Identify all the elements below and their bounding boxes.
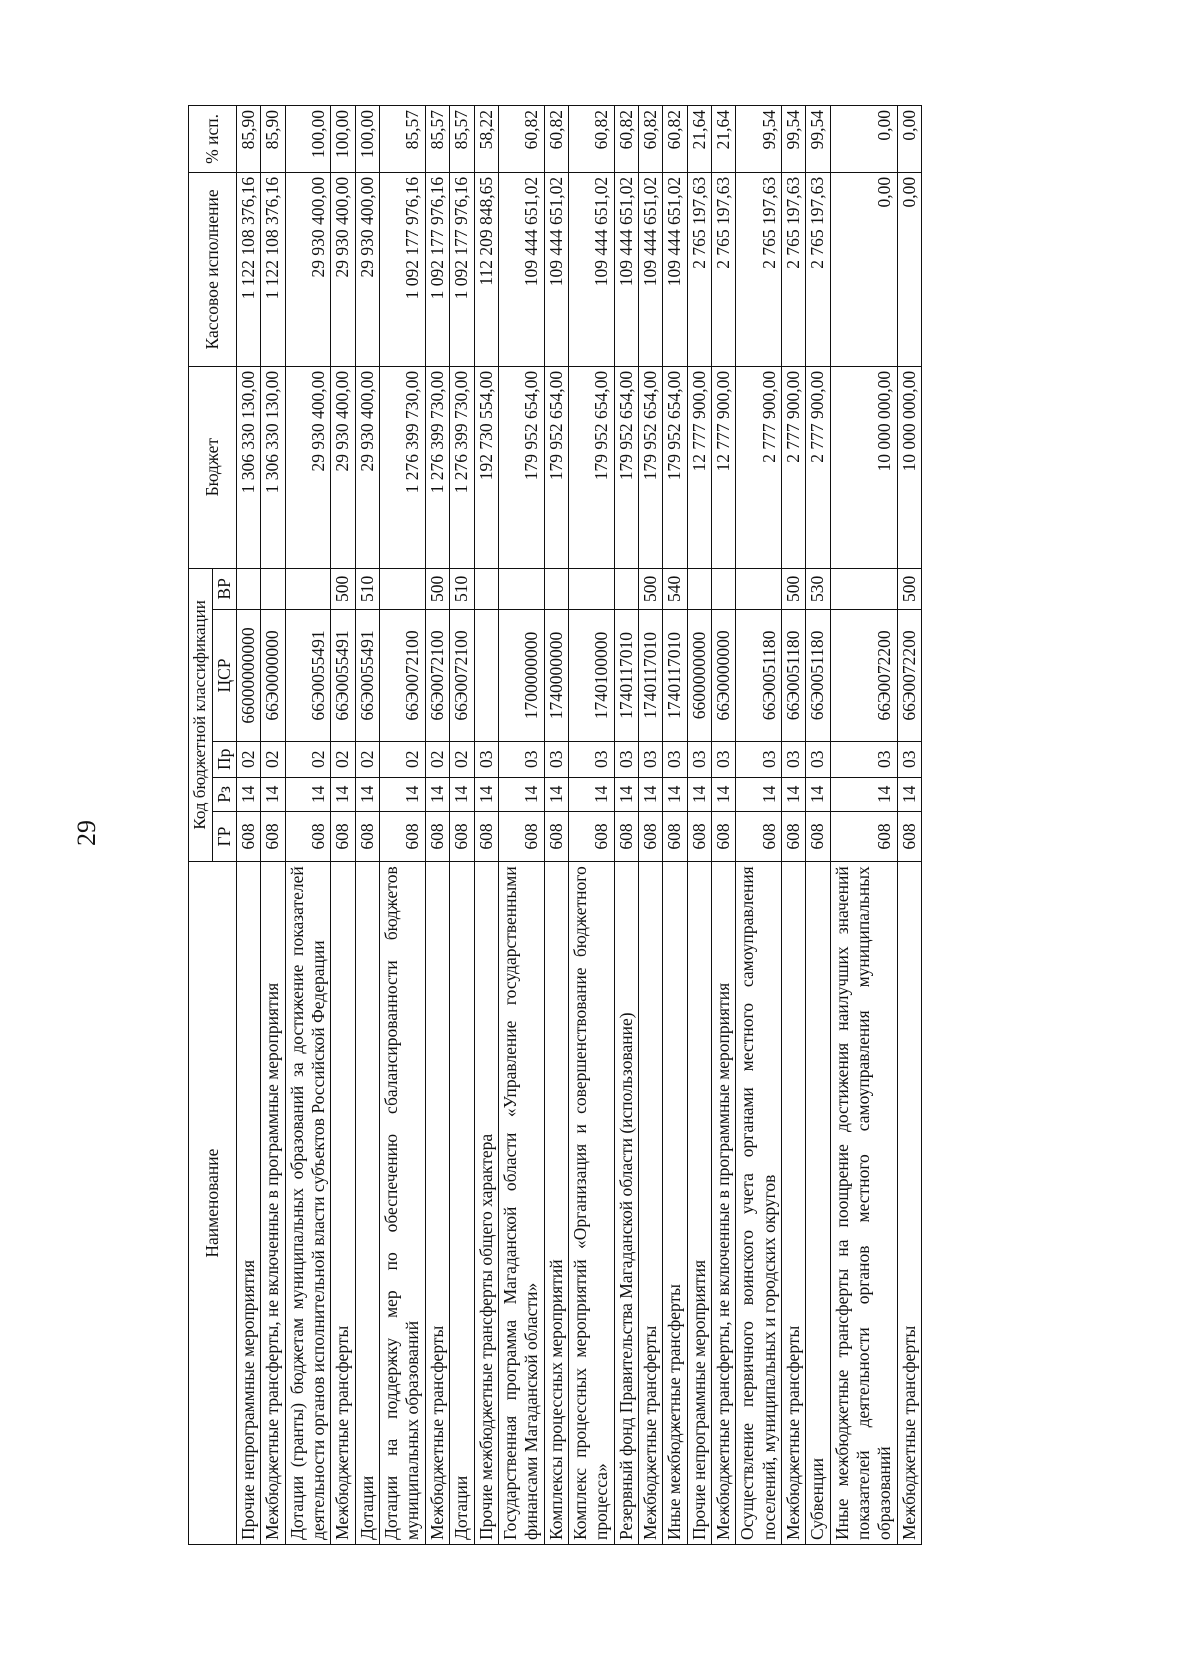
row-cash: 0,00 bbox=[897, 172, 921, 366]
row-pct: 100,00 bbox=[331, 106, 355, 173]
row-pr: 02 bbox=[425, 741, 449, 777]
row-csr: 66Э0051180 bbox=[781, 610, 805, 742]
row-gr: 608 bbox=[380, 811, 426, 861]
row-cash: 109 444 651,02 bbox=[638, 172, 662, 366]
row-gr: 608 bbox=[736, 811, 782, 861]
row-name: Прочие непрограммные мероприятия bbox=[237, 862, 261, 1545]
row-csr: 66Э0051180 bbox=[736, 610, 782, 742]
row-pr: 03 bbox=[498, 741, 544, 777]
row-budget: 179 952 654,00 bbox=[544, 366, 568, 568]
row-vr: 500 bbox=[781, 568, 805, 610]
row-rz: 14 bbox=[711, 777, 735, 811]
row-budget: 192 730 554,00 bbox=[474, 366, 498, 568]
row-cash: 109 444 651,02 bbox=[614, 172, 638, 366]
row-rz: 14 bbox=[285, 777, 331, 811]
row-gr: 608 bbox=[806, 811, 830, 861]
row-cash: 2 765 197,63 bbox=[736, 172, 782, 366]
row-vr bbox=[614, 568, 638, 610]
row-budget: 1 276 399 730,00 bbox=[425, 366, 449, 568]
row-cash: 0,00 bbox=[830, 172, 897, 366]
header-cash: Кассовое исполнение bbox=[189, 172, 237, 366]
row-csr: 1740117010 bbox=[663, 610, 687, 742]
row-vr: 500 bbox=[331, 568, 355, 610]
row-rz: 14 bbox=[498, 777, 544, 811]
row-csr: 66000000000 bbox=[237, 610, 261, 742]
row-name: Прочие межбюджетные трансферты общего характера bbox=[474, 862, 498, 1545]
row-csr: 66Э0072200 bbox=[897, 610, 921, 742]
table-row bbox=[614, 106, 638, 1545]
row-pct: 60,82 bbox=[614, 106, 638, 173]
row-cash: 109 444 651,02 bbox=[544, 172, 568, 366]
row-pct: 60,82 bbox=[663, 106, 687, 173]
row-gr: 608 bbox=[830, 811, 897, 861]
row-pr: 02 bbox=[380, 741, 426, 777]
row-gr: 608 bbox=[711, 811, 735, 861]
row-rz: 14 bbox=[544, 777, 568, 811]
row-rz: 14 bbox=[568, 777, 614, 811]
row-pct: 99,54 bbox=[736, 106, 782, 173]
row-pct: 21,64 bbox=[687, 106, 711, 173]
row-budget: 1 276 399 730,00 bbox=[380, 366, 426, 568]
row-gr: 608 bbox=[285, 811, 331, 861]
row-pr: 03 bbox=[614, 741, 638, 777]
row-name: Прочие непрограммные мероприятия bbox=[687, 862, 711, 1545]
row-rz: 14 bbox=[450, 777, 474, 811]
row-rz: 14 bbox=[380, 777, 426, 811]
row-gr: 608 bbox=[261, 811, 285, 861]
row-rz: 14 bbox=[736, 777, 782, 811]
row-name: Государственная программа Магаданской области «Управление государственными финансами Магаданской области» bbox=[498, 862, 544, 1545]
table-row bbox=[285, 106, 331, 1545]
row-csr: 1740100000 bbox=[568, 610, 614, 742]
table-row bbox=[237, 106, 261, 1545]
row-vr bbox=[711, 568, 735, 610]
row-vr bbox=[736, 568, 782, 610]
row-csr: 6600000000 bbox=[687, 610, 711, 742]
row-budget: 12 777 900,00 bbox=[687, 366, 711, 568]
row-vr bbox=[285, 568, 331, 610]
row-csr: 1740117010 bbox=[638, 610, 662, 742]
row-vr bbox=[544, 568, 568, 610]
row-pr: 02 bbox=[261, 741, 285, 777]
row-gr: 608 bbox=[663, 811, 687, 861]
row-budget: 10 000 000,00 bbox=[830, 366, 897, 568]
row-pr: 02 bbox=[331, 741, 355, 777]
row-name: Субвенции bbox=[806, 862, 830, 1545]
header-code-group: Код бюджетной классификации bbox=[189, 568, 213, 862]
row-pct: 85,90 bbox=[237, 106, 261, 173]
row-csr: 66Э0072100 bbox=[380, 610, 426, 742]
row-vr: 510 bbox=[355, 568, 379, 610]
row-vr bbox=[498, 568, 544, 610]
row-vr: 500 bbox=[897, 568, 921, 610]
row-pr: 03 bbox=[663, 741, 687, 777]
row-vr bbox=[568, 568, 614, 610]
table-row bbox=[380, 106, 426, 1545]
row-rz: 14 bbox=[237, 777, 261, 811]
row-name: Межбюджетные трансферты, не включенные в программные мероприятия bbox=[711, 862, 735, 1545]
row-csr: 1700000000 bbox=[498, 610, 544, 742]
row-pr: 03 bbox=[897, 741, 921, 777]
row-rz: 14 bbox=[830, 777, 897, 811]
row-name: Дотации bbox=[355, 862, 379, 1545]
row-cash: 109 444 651,02 bbox=[663, 172, 687, 366]
row-cash: 1 122 108 376,16 bbox=[261, 172, 285, 366]
row-pr: 03 bbox=[711, 741, 735, 777]
row-vr bbox=[474, 568, 498, 610]
row-gr: 608 bbox=[781, 811, 805, 861]
row-pct: 60,82 bbox=[568, 106, 614, 173]
row-budget: 12 777 900,00 bbox=[711, 366, 735, 568]
row-pct: 58,22 bbox=[474, 106, 498, 173]
row-budget: 29 930 400,00 bbox=[331, 366, 355, 568]
row-gr: 608 bbox=[474, 811, 498, 861]
row-gr: 608 bbox=[544, 811, 568, 861]
row-name: Межбюджетные трансферты bbox=[425, 862, 449, 1545]
row-cash: 2 765 197,63 bbox=[711, 172, 735, 366]
row-budget: 1 306 330 130,00 bbox=[261, 366, 285, 568]
row-gr: 608 bbox=[237, 811, 261, 861]
table-row bbox=[498, 106, 544, 1545]
row-cash: 112 209 848,65 bbox=[474, 172, 498, 366]
table-row bbox=[711, 106, 735, 1545]
row-name: Резервный фонд Правительства Магаданской области (использование) bbox=[614, 862, 638, 1545]
row-pr: 02 bbox=[355, 741, 379, 777]
header-budget: Бюджет bbox=[189, 366, 237, 568]
table-row bbox=[638, 106, 662, 1545]
row-cash: 109 444 651,02 bbox=[498, 172, 544, 366]
row-csr: 66Э0000000 bbox=[261, 610, 285, 742]
row-rz: 14 bbox=[425, 777, 449, 811]
header-vr: ВР bbox=[212, 568, 236, 610]
table-row bbox=[687, 106, 711, 1545]
row-pr: 02 bbox=[450, 741, 474, 777]
table-row bbox=[425, 106, 449, 1545]
row-budget: 179 952 654,00 bbox=[663, 366, 687, 568]
row-pr: 03 bbox=[638, 741, 662, 777]
row-vr: 510 bbox=[450, 568, 474, 610]
row-budget: 1 306 330 130,00 bbox=[237, 366, 261, 568]
row-csr: 66Э0072100 bbox=[450, 610, 474, 742]
row-pr: 03 bbox=[568, 741, 614, 777]
table-row bbox=[568, 106, 614, 1545]
row-csr: 66Э0000000 bbox=[711, 610, 735, 742]
row-vr bbox=[380, 568, 426, 610]
row-pct: 60,82 bbox=[544, 106, 568, 173]
header-pr: Пр bbox=[212, 741, 236, 777]
row-pct: 100,00 bbox=[355, 106, 379, 173]
page-number: 29 bbox=[72, 820, 101, 846]
table-row bbox=[355, 106, 379, 1545]
row-cash: 2 765 197,63 bbox=[687, 172, 711, 366]
row-gr: 608 bbox=[450, 811, 474, 861]
row-gr: 608 bbox=[614, 811, 638, 861]
row-rz: 14 bbox=[781, 777, 805, 811]
table-row bbox=[261, 106, 285, 1545]
header-pct: % исп. bbox=[189, 106, 237, 173]
row-rz: 14 bbox=[331, 777, 355, 811]
row-pct: 60,82 bbox=[638, 106, 662, 173]
table-row bbox=[450, 106, 474, 1545]
row-gr: 608 bbox=[638, 811, 662, 861]
row-name: Осуществление первичного воинского учета органами местного самоуправления поселений, муниципальных и городских округов bbox=[736, 862, 782, 1545]
row-rz: 14 bbox=[638, 777, 662, 811]
row-csr: 66Э0051180 bbox=[806, 610, 830, 742]
row-cash: 29 930 400,00 bbox=[331, 172, 355, 366]
row-rz: 14 bbox=[474, 777, 498, 811]
row-csr: 66Э0055491 bbox=[355, 610, 379, 742]
row-pct: 100,00 bbox=[285, 106, 331, 173]
row-name: Комплексы процессных мероприятий bbox=[544, 862, 568, 1545]
row-pct: 21,64 bbox=[711, 106, 735, 173]
row-budget: 1 276 399 730,00 bbox=[450, 366, 474, 568]
row-pct: 85,57 bbox=[380, 106, 426, 173]
row-cash: 109 444 651,02 bbox=[568, 172, 614, 366]
row-budget: 2 777 900,00 bbox=[806, 366, 830, 568]
row-csr: 66Э0055491 bbox=[285, 610, 331, 742]
row-budget: 29 930 400,00 bbox=[355, 366, 379, 568]
row-budget: 179 952 654,00 bbox=[498, 366, 544, 568]
row-pct: 99,54 bbox=[806, 106, 830, 173]
row-vr bbox=[830, 568, 897, 610]
row-pct: 60,82 bbox=[498, 106, 544, 173]
row-name: Межбюджетные трансферты, не включенные в программные мероприятия bbox=[261, 862, 285, 1545]
header-rz: Рз bbox=[212, 777, 236, 811]
row-budget: 179 952 654,00 bbox=[568, 366, 614, 568]
table-row bbox=[474, 106, 498, 1545]
row-pr: 03 bbox=[544, 741, 568, 777]
row-rz: 14 bbox=[806, 777, 830, 811]
rotated-table-wrapper bbox=[188, 105, 1118, 1545]
row-pr: 03 bbox=[474, 741, 498, 777]
row-name: Иные межбюджетные трансферты bbox=[663, 862, 687, 1545]
row-name: Дотации (гранты) бюджетам муниципальных образований за достижение показателей деятельности органов исполнительной власти субъектов Российской Федерации bbox=[285, 862, 331, 1545]
row-csr: 1740117010 bbox=[614, 610, 638, 742]
budget-execution-table bbox=[188, 105, 922, 1545]
row-cash: 1 092 177 976,16 bbox=[380, 172, 426, 366]
row-gr: 608 bbox=[687, 811, 711, 861]
row-pct: 85,90 bbox=[261, 106, 285, 173]
row-csr: 66Э0055491 bbox=[331, 610, 355, 742]
row-gr: 608 bbox=[355, 811, 379, 861]
row-pr: 03 bbox=[830, 741, 897, 777]
row-pr: 02 bbox=[237, 741, 261, 777]
row-csr bbox=[474, 610, 498, 742]
row-cash: 1 122 108 376,16 bbox=[237, 172, 261, 366]
table-row bbox=[331, 106, 355, 1545]
row-cash: 2 765 197,63 bbox=[806, 172, 830, 366]
row-gr: 608 bbox=[568, 811, 614, 861]
row-pr: 03 bbox=[687, 741, 711, 777]
row-gr: 608 bbox=[331, 811, 355, 861]
row-name: Дотации на поддержку мер по обеспечению сбалансированности бюджетов муниципальных образований bbox=[380, 862, 426, 1545]
header-row-1 bbox=[189, 106, 213, 1545]
row-budget: 179 952 654,00 bbox=[638, 366, 662, 568]
row-cash: 29 930 400,00 bbox=[285, 172, 331, 366]
row-budget: 179 952 654,00 bbox=[614, 366, 638, 568]
row-pct: 99,54 bbox=[781, 106, 805, 173]
row-budget: 10 000 000,00 bbox=[897, 366, 921, 568]
row-pct: 85,57 bbox=[450, 106, 474, 173]
row-name: Межбюджетные трансферты bbox=[781, 862, 805, 1545]
table-row bbox=[736, 106, 782, 1545]
row-rz: 14 bbox=[261, 777, 285, 811]
table-body bbox=[237, 106, 922, 1545]
table-row bbox=[806, 106, 830, 1545]
header-gr: ГР bbox=[212, 811, 236, 861]
table-row bbox=[663, 106, 687, 1545]
row-vr: 540 bbox=[663, 568, 687, 610]
row-pct: 0,00 bbox=[897, 106, 921, 173]
row-rz: 14 bbox=[663, 777, 687, 811]
row-name: Межбюджетные трансферты bbox=[638, 862, 662, 1545]
row-gr: 608 bbox=[498, 811, 544, 861]
row-vr: 500 bbox=[425, 568, 449, 610]
row-cash: 29 930 400,00 bbox=[355, 172, 379, 366]
table-row bbox=[830, 106, 897, 1545]
row-budget: 2 777 900,00 bbox=[781, 366, 805, 568]
row-name: Комплекс процессных мероприятий «Организация и совершенствование бюджетного процесса» bbox=[568, 862, 614, 1545]
row-name: Межбюджетные трансферты bbox=[897, 862, 921, 1545]
row-rz: 14 bbox=[355, 777, 379, 811]
table-row bbox=[781, 106, 805, 1545]
table-row bbox=[544, 106, 568, 1545]
table-row bbox=[897, 106, 921, 1545]
row-vr: 530 bbox=[806, 568, 830, 610]
row-cash: 2 765 197,63 bbox=[781, 172, 805, 366]
row-cash: 1 092 177 976,16 bbox=[425, 172, 449, 366]
row-pr: 02 bbox=[285, 741, 331, 777]
row-pct: 0,00 bbox=[830, 106, 897, 173]
row-csr: 66Э0072100 bbox=[425, 610, 449, 742]
row-name: Дотации bbox=[450, 862, 474, 1545]
header-csr: ЦСР bbox=[212, 610, 236, 742]
row-rz: 14 bbox=[897, 777, 921, 811]
row-name: Иные межбюджетные трансферты на поощрение достижения наилучших значений показателей деятельности органов местного самоуправления муниципальных образований bbox=[830, 862, 897, 1545]
row-cash: 1 092 177 976,16 bbox=[450, 172, 474, 366]
row-pr: 03 bbox=[736, 741, 782, 777]
row-pct: 85,57 bbox=[425, 106, 449, 173]
row-gr: 608 bbox=[425, 811, 449, 861]
row-rz: 14 bbox=[687, 777, 711, 811]
row-pr: 03 bbox=[806, 741, 830, 777]
row-rz: 14 bbox=[614, 777, 638, 811]
row-pr: 03 bbox=[781, 741, 805, 777]
row-budget: 2 777 900,00 bbox=[736, 366, 782, 568]
row-csr: 1740000000 bbox=[544, 610, 568, 742]
row-vr bbox=[261, 568, 285, 610]
header-name: Наименование bbox=[189, 862, 237, 1545]
row-vr bbox=[687, 568, 711, 610]
row-gr: 608 bbox=[897, 811, 921, 861]
row-csr: 66Э0072200 bbox=[830, 610, 897, 742]
row-vr: 500 bbox=[638, 568, 662, 610]
row-budget: 29 930 400,00 bbox=[285, 366, 331, 568]
row-vr bbox=[237, 568, 261, 610]
row-name: Межбюджетные трансферты bbox=[331, 862, 355, 1545]
